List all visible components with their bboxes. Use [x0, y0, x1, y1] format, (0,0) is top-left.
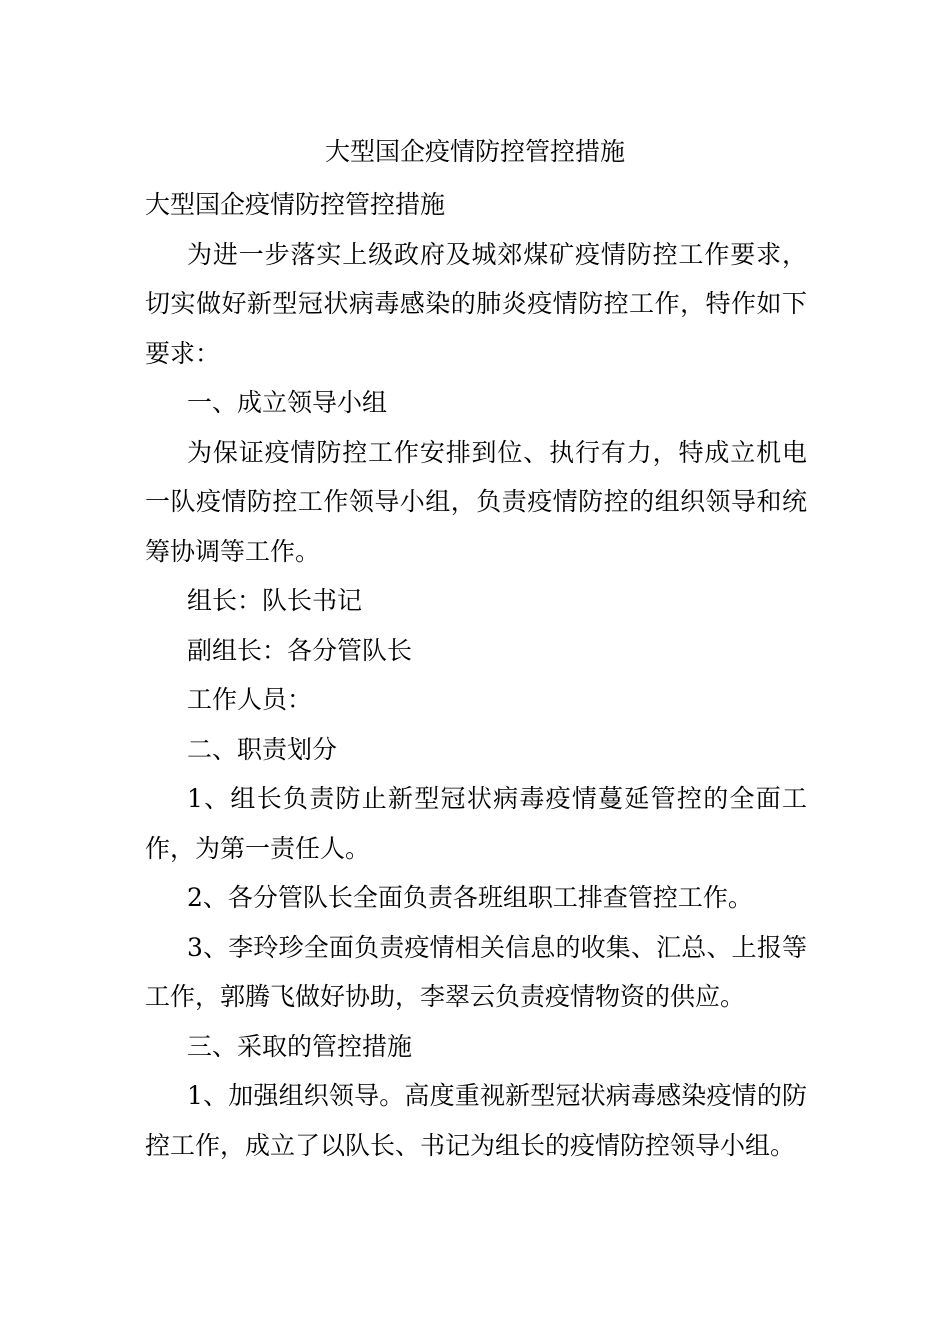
leadership-paragraph: 为保证疫情防控工作安排到位、执行有力，特成立机电一队疫情防控工作领导小组，负责疫情防控的组织领导和统筹协调等工作。 — [145, 437, 807, 566]
deputy-leader-line: 副组长：各分管队长 — [187, 635, 413, 665]
duty-item-2: 2、各分管队长全面负责各班组职工排查管控工作。 — [187, 883, 753, 912]
team-leader-line: 组长：队长书记 — [187, 586, 363, 615]
duty-item-1: 1、组长负责防止新型冠状病毒疫情蔓延管控的全面工作，为第一责任人。 — [145, 784, 807, 863]
intro-paragraph: 为进一步落实上级政府及城郊煤矿疫情防控工作要求，切实做好新型冠状病毒感染的肺炎疫情防控工作，特作如下要求： — [145, 239, 807, 368]
staff-line: 工作人员： — [187, 685, 313, 714]
duty-item-3: 3、李玲珍全面负责疫情相关信息的收集、汇总、上报等工作，郭腾飞做好协助，李翠云负责疫情物资的供应。 — [145, 932, 807, 1011]
section-heading-3: 三、采取的管控措施 — [187, 1031, 413, 1061]
subtitle-paragraph: 大型国企疫情防控管控措施 — [145, 190, 446, 219]
section-heading-1: 一、成立领导小组 — [187, 388, 388, 417]
section-heading-2: 二、职责划分 — [187, 734, 338, 764]
document-title: 大型国企疫情防控管控措施 — [324, 137, 625, 166]
document-body — [145, 180, 807, 1170]
measure-item-1: 1、加强组织领导。高度重视新型冠状病毒感染疫情的防控工作，成立了以队长、书记为组长的疫情防控领导小组。 — [145, 1081, 807, 1160]
